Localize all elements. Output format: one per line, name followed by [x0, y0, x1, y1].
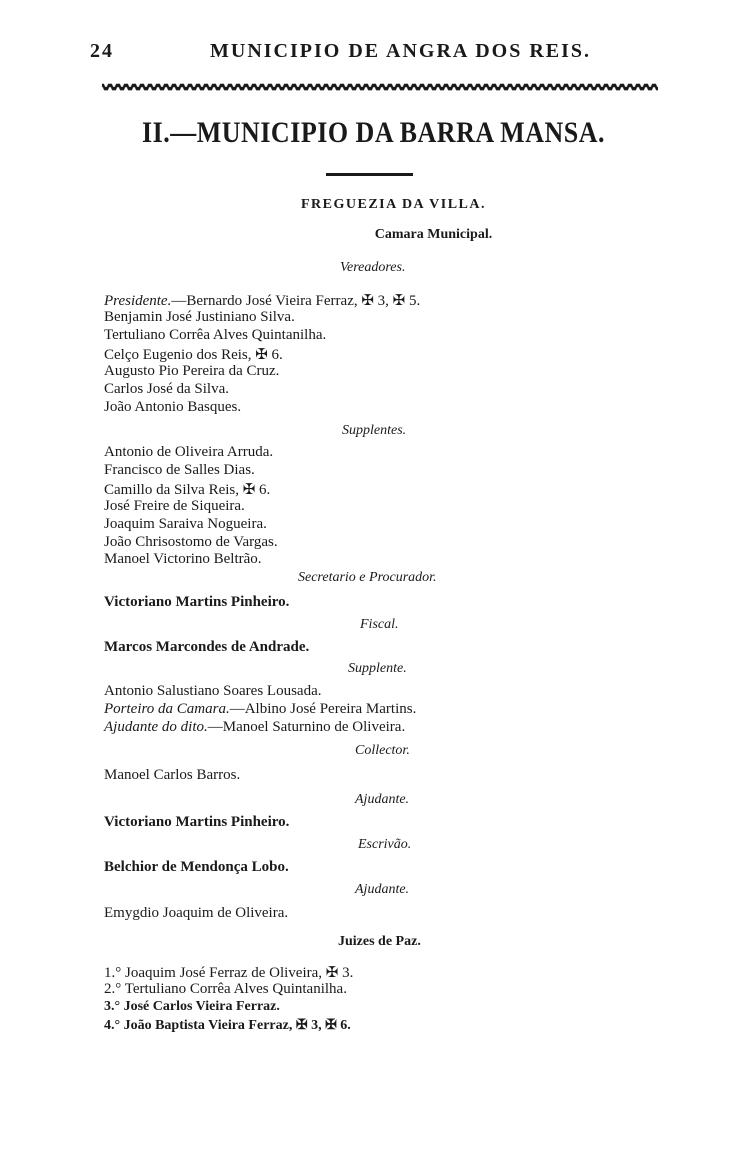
- list-item: Antonio Salustiano Soares Lousada.: [104, 683, 322, 699]
- list-item: 4.° João Baptista Vieira Ferraz, ✠ 3, ✠ 6.: [104, 1018, 351, 1033]
- list-item: Manoel Carlos Barros.: [104, 767, 241, 783]
- list-item: Ajudante do dito.—Manoel Saturnino de Oliveira.: [104, 719, 406, 735]
- list-item: Augusto Pio Pereira da Cruz.: [104, 363, 280, 379]
- wavy-rule: [102, 81, 658, 93]
- section-supplente: Supplente.: [348, 661, 407, 676]
- list-item: Porteiro da Camara.—Albino José Pereira Martins.: [104, 701, 417, 717]
- list-item: 1.° Joaquim José Ferraz de Oliveira, ✠ 3.: [104, 965, 354, 981]
- list-item: Marcos Marcondes de Andrade.: [104, 639, 310, 655]
- section-ajudante: Ajudante.: [355, 792, 410, 807]
- list-item: 3.° José Carlos Vieira Ferraz.: [104, 999, 280, 1014]
- list-item: Antonio de Oliveira Arruda.: [104, 444, 274, 460]
- section-secretario: Secretario e Procurador.: [298, 570, 437, 585]
- title-rule: [326, 173, 413, 176]
- freguezia-heading: FREGUEZIA DA VILLA.: [300, 197, 486, 212]
- list-item: João Antonio Basques.: [104, 399, 242, 415]
- list-item: João Chrisostomo de Vargas.: [104, 534, 278, 550]
- camara-heading: Camara Municipal.: [374, 227, 493, 242]
- list-item: 2.° Tertuliano Corrêa Alves Quintanilha.: [104, 981, 347, 997]
- section-escrivao: Escrivão.: [358, 837, 412, 852]
- list-item: Camillo da Silva Reis, ✠ 6.: [104, 482, 271, 498]
- list-item: Victoriano Martins Pinheiro.: [104, 594, 290, 610]
- section-vereadores: Vereadores.: [340, 260, 406, 275]
- list-item: Tertuliano Corrêa Alves Quintanilha.: [104, 327, 327, 343]
- list-item: Manoel Victorino Beltrão.: [104, 551, 262, 567]
- list-item: Belchior de Mendonça Lobo.: [104, 859, 289, 875]
- list-item: Victoriano Martins Pinheiro.: [104, 814, 290, 830]
- section-ajudante: Ajudante.: [355, 882, 410, 897]
- section-juizes: Juizes de Paz.: [338, 934, 421, 949]
- list-item: Carlos José da Silva.: [104, 381, 229, 397]
- list-item: Emygdio Joaquim de Oliveira.: [104, 905, 289, 921]
- list-item: Celço Eugenio dos Reis, ✠ 6.: [104, 347, 283, 363]
- list-item: Joaquim Saraiva Nogueira.: [104, 516, 267, 532]
- running-title: MUNICIPIO DE ANGRA DOS REIS.: [210, 40, 592, 62]
- section-fiscal: Fiscal.: [360, 617, 399, 632]
- list-item: Francisco de Salles Dias.: [104, 462, 255, 478]
- page-title: II.—MUNICIPIO DA BARRA MANSA.: [141, 115, 606, 150]
- section-supplentes: Supplentes.: [342, 423, 407, 438]
- list-item: Benjamin José Justiniano Silva.: [104, 309, 295, 325]
- list-item: José Freire de Siqueira.: [104, 498, 245, 514]
- section-collector: Collector.: [355, 743, 410, 758]
- page-number: 24: [90, 40, 114, 62]
- list-item: Presidente.—Bernardo José Vieira Ferraz, ✠ 3, ✠ 5.: [104, 293, 421, 309]
